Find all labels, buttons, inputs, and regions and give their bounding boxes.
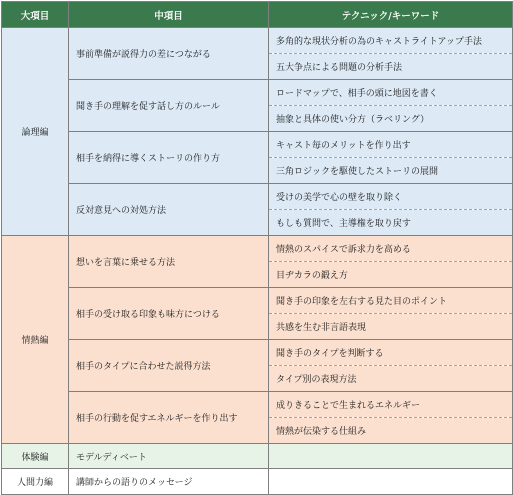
keyword-cell: 受けの美学で心の壁を取り除く (269, 184, 513, 210)
table-row (2, 184, 513, 210)
curriculum-table (1, 1, 513, 495)
table-row (2, 80, 513, 106)
header-middle: 中項目 (69, 2, 269, 28)
table-row (2, 469, 513, 495)
table-row (2, 444, 513, 469)
keyword-cell: 抽象と具体の使い分方（ラベリング） (269, 106, 513, 132)
header-keyword: テクニック/キーワード (269, 2, 513, 28)
header-row (2, 2, 513, 28)
category-logic: 論理編 (2, 28, 69, 236)
keyword-cell: ロードマップで、相手の頭に地図を書く (269, 80, 513, 106)
keyword-cell: 多角的な現状分析の為のキャストライトアップ手法 (269, 28, 513, 54)
keyword-cell: 聞き手の印象を左右する見た目のポイント (269, 288, 513, 314)
category-experience: 体験編 (2, 444, 69, 469)
header-major: 大項目 (2, 2, 69, 28)
keyword-cell: 共感を生む非言語表現 (269, 314, 513, 340)
table-row (2, 340, 513, 366)
table-row (2, 288, 513, 314)
keyword-cell: 聞き手のタイプを判断する (269, 340, 513, 366)
middle-item: 聞き手の理解を促す話し方のルール (69, 80, 269, 132)
keyword-cell: 三角ロジックを駆使したストーリの展開 (269, 158, 513, 184)
middle-item: 相手を納得に導くストーリの作り方 (69, 132, 269, 184)
table-row (2, 28, 513, 54)
keyword-cell: 情熱が伝染する仕組み (269, 418, 513, 444)
keyword-cell: もしも質問で、主導権を取り戻す (269, 210, 513, 236)
middle-item: 事前準備が説得力の差につながる (69, 28, 269, 80)
keyword-cell: 情熱のスパイスで訴求力を高める (269, 236, 513, 262)
middle-item: 相手の行動を促すエネルギーを作り出す (69, 392, 269, 444)
keyword-cell: 五大争点による問題の分析手法 (269, 54, 513, 80)
middle-item: 相手の受け取る印象も味方につける (69, 288, 269, 340)
middle-item: 反対意見への対処方法 (69, 184, 269, 236)
table-row (2, 392, 513, 418)
middle-item: モデルディベート (69, 444, 269, 469)
keyword-cell (269, 469, 513, 495)
middle-item: 相手のタイプに合わせた説得方法 (69, 340, 269, 392)
keyword-cell (269, 444, 513, 469)
table-row (2, 132, 513, 158)
keyword-cell: キャスト毎のメリットを作り出す (269, 132, 513, 158)
table-row (2, 236, 513, 262)
middle-item: 想いを言葉に乗せる方法 (69, 236, 269, 288)
keyword-cell: タイプ別の表現方法 (269, 366, 513, 392)
category-emotion: 情熱編 (2, 236, 69, 444)
keyword-cell: 目ヂカラの鍛え方 (269, 262, 513, 288)
middle-item: 講師からの語りのメッセージ (69, 469, 269, 495)
category-humanity: 人間力編 (2, 469, 69, 495)
keyword-cell: 成りきることで生まれるエネルギー (269, 392, 513, 418)
